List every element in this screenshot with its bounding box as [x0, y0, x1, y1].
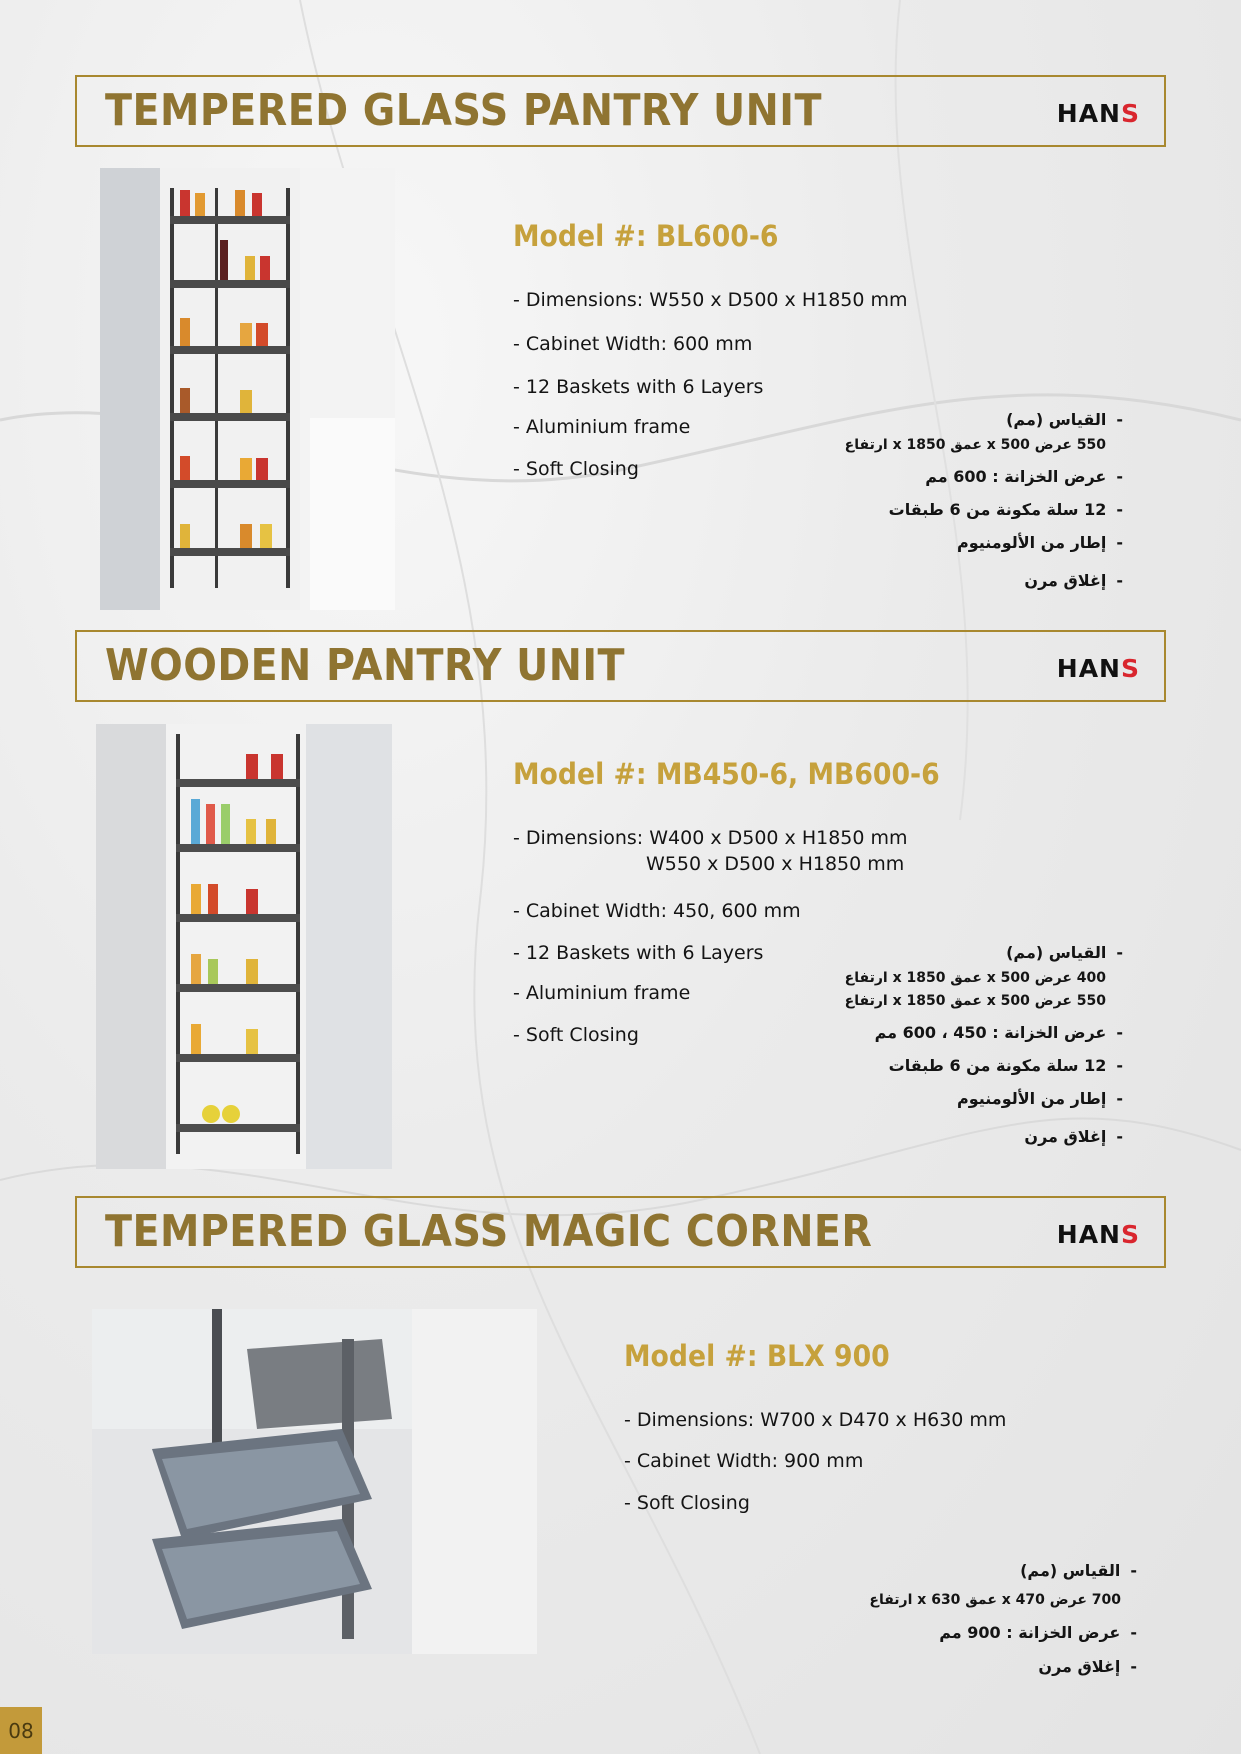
spec-line: - Dimensions: W400 x D500 x H1850 mm [513, 827, 908, 849]
section-title: TEMPERED GLASS PANTRY UNIT [105, 85, 822, 136]
hans-logo: HANS [1056, 99, 1140, 128]
arabic-spec: -12 سلة مكونة من 6 طبقات [888, 500, 1123, 519]
spec-line: W550 x D500 x H1850 mm [646, 853, 905, 875]
product-photo-wooden-pantry [96, 724, 392, 1169]
section-title: WOODEN PANTRY UNIT [105, 640, 625, 691]
arabic-spec: -إغلاق مرن [1024, 571, 1123, 590]
product-photo-magic-corner [92, 1309, 537, 1654]
arabic-spec: 400 عرض x 500 عمق x 1850 ارتفاع [844, 970, 1106, 986]
spec-line: - 12 Baskets with 6 Layers [513, 376, 764, 398]
model-number: Model #: BLX 900 [624, 1339, 890, 1373]
section-header-glass-pantry [75, 75, 1166, 147]
spec-line: - Cabinet Width: 450, 600 mm [513, 900, 801, 922]
spec-line: - Cabinet Width: 600 mm [513, 333, 753, 355]
arabic-spec: -إطار من الألومنيوم [956, 1089, 1123, 1108]
spec-line: - Aluminium frame [513, 982, 691, 1004]
spec-line: - Aluminium frame [513, 416, 691, 438]
product-photo-glass-pantry [100, 168, 395, 610]
model-number: Model #: BL600-6 [513, 219, 779, 253]
arabic-spec: -عرض الخزانة : 600 مم [925, 467, 1123, 486]
arabic-spec: -القياس (مم) [1020, 1561, 1137, 1580]
arabic-spec: -القياس (مم) [1006, 410, 1123, 429]
arabic-spec: 550 عرض x 500 عمق x 1850 ارتفاع [844, 993, 1106, 1009]
arabic-spec: -إغلاق مرن [1038, 1657, 1137, 1676]
arabic-spec: 700 عرض x 470 عمق x 630 ارتفاع [869, 1592, 1121, 1608]
spec-line: - Dimensions: W700 x D470 x H630 mm [624, 1409, 1007, 1431]
arabic-spec: -عرض الخزانة : 450 ، 600 مم [874, 1023, 1123, 1042]
spec-line: - Cabinet Width: 900 mm [624, 1450, 864, 1472]
hans-logo: HANS [1056, 654, 1140, 683]
arabic-spec: -إغلاق مرن [1024, 1127, 1123, 1146]
spec-line: - Dimensions: W550 x D500 x H1850 mm [513, 289, 908, 311]
spec-line: - 12 Baskets with 6 Layers [513, 942, 764, 964]
hans-logo: HANS [1056, 1220, 1140, 1249]
spec-line: - Soft Closing [513, 458, 639, 480]
section-header-magic-corner [75, 1196, 1166, 1268]
arabic-spec: -12 سلة مكونة من 6 طبقات [888, 1056, 1123, 1075]
arabic-spec: -عرض الخزانة : 900 مم [939, 1623, 1137, 1642]
spec-line: - Soft Closing [624, 1492, 750, 1514]
arabic-spec: 550 عرض x 500 عمق x 1850 ارتفاع [844, 437, 1106, 453]
section-header-wooden-pantry [75, 630, 1166, 702]
arabic-spec: -القياس (مم) [1006, 943, 1123, 962]
page-number: 08 [0, 1707, 42, 1754]
section-title: TEMPERED GLASS MAGIC CORNER [105, 1206, 873, 1257]
model-number: Model #: MB450-6, MB600-6 [513, 757, 940, 791]
spec-line: - Soft Closing [513, 1024, 639, 1046]
arabic-spec: -إطار من الألومنيوم [956, 533, 1123, 552]
